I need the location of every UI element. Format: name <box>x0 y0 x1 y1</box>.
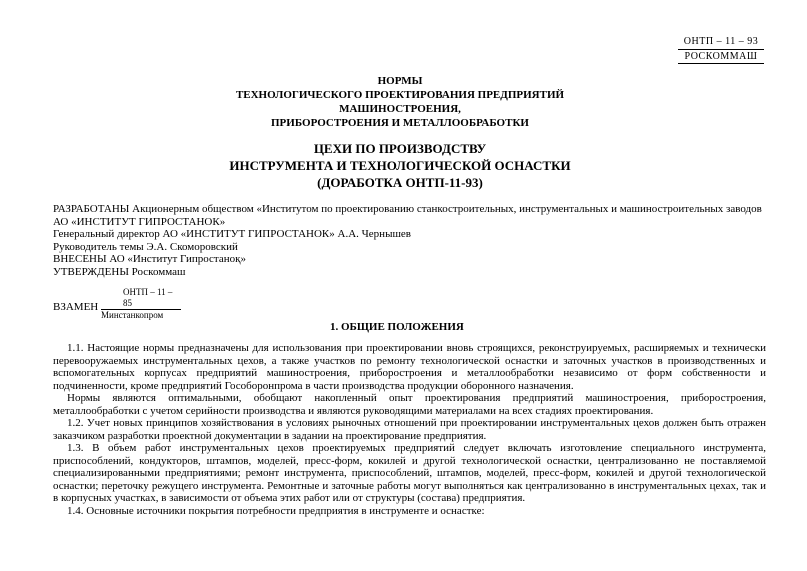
document-code <box>678 36 764 64</box>
paragraph: Нормы являются оптимальными, обобщают накопленный опыт проектирования предприятий машиностроения, приборостроения, металлообработки с учетом серийности производства и являются руководящими материалами на всех стадиях проектирования. <box>53 392 766 417</box>
body-text <box>53 342 766 517</box>
header-title <box>140 74 660 130</box>
header-title-line: ПРИБОРОСТРОЕНИЯ И МЕТАЛЛООБРАБОТКИ <box>271 117 529 129</box>
paragraph: 1.4. Основные источники покрытия потребности предприятия в инструменте и оснастке: <box>67 504 485 517</box>
document-code-number: ОНТП – 11 – 93 <box>678 36 764 50</box>
header-title-line: ТЕХНОЛОГИЧЕСКОГО ПРОЕКТИРОВАНИЯ ПРЕДПРИЯТИЙ <box>235 89 565 101</box>
main-title <box>140 140 660 191</box>
replaces-code: ОНТП – 11 – 85 <box>101 287 181 310</box>
section-heading: 1. ОБЩИЕ ПОЛОЖЕНИЯ <box>330 321 464 333</box>
replaces-agency: Минстанкопром <box>101 310 164 320</box>
developed-by: РАЗРАБОТАНЫ Акционерным обществом «Институтом по проектированию станкостроительных, инструментальных и машиностроительных заводов АО «ИНСТИТУТ ГИПРОСТАНОК» <box>53 203 762 228</box>
topic-head: Руководитель темы Э.А. Скоморовский <box>53 240 238 253</box>
replaces-fraction <box>101 287 181 321</box>
paragraph: 1.2. Учет новых принципов хозяйствования в условиях рыночных отношений при проектировании инструментальных цехов должен быть отражен заказчиком разработки проектной документации в задании на проектирование предприятия. <box>53 417 766 442</box>
header-title-line: НОРМЫ <box>377 75 423 87</box>
submitted-by: ВНЕСЕНЫ АО «Институт Гипростаноқ» <box>53 253 246 265</box>
director: Генеральный директор АО «ИНСТИТУТ ГИПРОСТАНОК» А.А. Чернышев <box>53 228 411 240</box>
replaces-label: ВЗАМЕН <box>53 301 99 313</box>
document-code-agency: РОСКОММАШ <box>678 50 764 64</box>
main-title-line: ЦЕХИ ПО ПРОИЗВОДСТВУ <box>313 141 487 156</box>
main-title-line: (ДОРАБОТКА ОНТП-11-93) <box>317 175 483 190</box>
approved-by: УТВЕРЖДЕНЫ Роскоммаш <box>53 265 186 278</box>
paragraph: 1.3. В объем работ инструментальных цехов проектируемых предприятий следует включать изготовление специального инструмента, приспособлений, кондукторов, штампов, моделей, пресс-форм, кокилей и другой технологической оснастки, централизованно не поставляемой специализированными предприятиями; ремонт инструмента, приспособлений, штампов, моделей, пресс-форм, кокилей и другой технологической оснастки; переточку режущего инструмента. Ремонтные и заточные работы могут выполняться как централизованно в инструментальных цехах, так и в корпусных участках, в зависимости от объема этих работ или от структуры (состава) предприятия. <box>53 442 766 504</box>
header-title-line: МАШИНОСТРОЕНИЯ, <box>339 103 461 115</box>
document-metadata <box>53 203 773 278</box>
paragraph: 1.1. Настоящие нормы предназначены для использования при проектировании вновь строящихся, реконструируемых, расширяемых и технически перевооружаемых инструментальных цехов, а также участков по ремонту технологической оснастки и заточных участков в производственных и вспомогательных корпусах предприятий машиностроения, приборостроения и металлообработки независимо от форм собственности и подчиненности, кроме предприятий Гособоронпрома в части производства продукции оборонного назначения. <box>53 342 766 392</box>
main-title-line: ИНСТРУМЕНТА И ТЕХНОЛОГИЧЕСКОЙ ОСНАСТКИ <box>229 158 571 173</box>
